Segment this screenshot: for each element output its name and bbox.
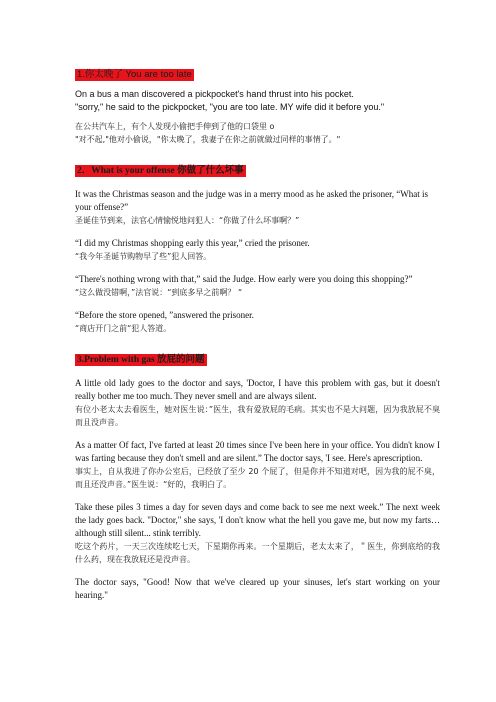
section-3 [75,349,440,602]
section-2-para-6: “这么做没错啊，”法官说：“到底多早之前啊？ “ [75,288,243,297]
section-3-para-5: Take these piles 3 times a day for seven days and come back to see me next week.” The next week the lady goes back. "Doctor," she says, 'I don't know what the hell you gave me, but now my farts…although still silent... stink terribly. [75,502,440,538]
section-2-para-2: 圣诞佳节到来，法官心情愉悦地问犯人：“你做了什么坏事啊？” [75,216,300,225]
section-2-para-8: “商店开门之前“犯人答道。 [75,324,172,333]
section-1-line-1: On a bus a man discovered a pickpocket's hand thrust into his pocket. [75,89,354,99]
section-3-title: 3.Problem with gas 放屁的问题 [77,355,205,365]
section-2-para-4: “我今年圣诞节购物早了些”犯人回答。 [75,252,212,261]
section-2-para-5: “There's nothing wrong with that,” said the Judge. How early were you doing this shopping?” [75,274,413,284]
section-2-para-3: “I did my Christmas shopping early this year,” cried the prisoner. [75,238,310,248]
section-1-line-2: "sorry," he said to the pickpocket, "you are too late. MY wife did it before you." [75,102,385,112]
section-3-para-6: 吃这个药片，一天三次连续吃七天，下星期你再来。一个星期后，老太太来了，＂医生，你到底给的我什么药，现在我放屁还是没声音。 [75,542,440,564]
section-3-para-2: 有位小老太太去看医生，她对医生说：”医生，我有爱放屁的毛病。其实也不是大问题，因为我放屁不臭而且没声音。 [75,405,440,427]
section-2-para-1: It was the Christmas season and the judge was in a merry mood as he asked the prisoner, “What is your offense?” [75,189,429,212]
section-3-para-7: The doctor says, "Good! Now that we've cleared up your sinuses, let's start working on your hearing." [75,577,440,600]
section-2 [75,160,440,335]
section-1-line-3: 在公共汽车上，有个人发现小偷把手伸到了他的口袋里 o [75,122,275,131]
section-3-para-4: 事实上，自从我进了你办公室后，已经放了至少 20 个屁了，但是你并不知道对吧，因为我的屁不臭，而且还没声音。”医生说：“好的，我明白了。 [75,467,440,489]
section-3-para-1: A little old lady goes to the doctor and says, 'Doctor, I have this problem with gas, but it doesn't really bother me too much. They never smell and are always silent. [75,378,440,401]
section-1-title: 1.你太晚了 You are too late [77,69,192,80]
section-1-line-4: "对不起,"他对小偷说，"你太晚了，我妻子在你之前就做过同样的事情了。" [75,135,341,144]
section-3-para-3: As a matter Of fact, I've farted at least 20 times since I've been here in your office. You didn't know I was farting because they don't smell and are silent.” The doctor says, 'I see. Here's aprescription. [75,440,440,463]
document-page [75,64,440,602]
section-2-para-7: “Before the store opened, ”answered the prisoner. [75,310,254,320]
section-1 [75,64,440,146]
section-2-title: 2．What is your offense 你做了什么坏事 [77,166,244,176]
